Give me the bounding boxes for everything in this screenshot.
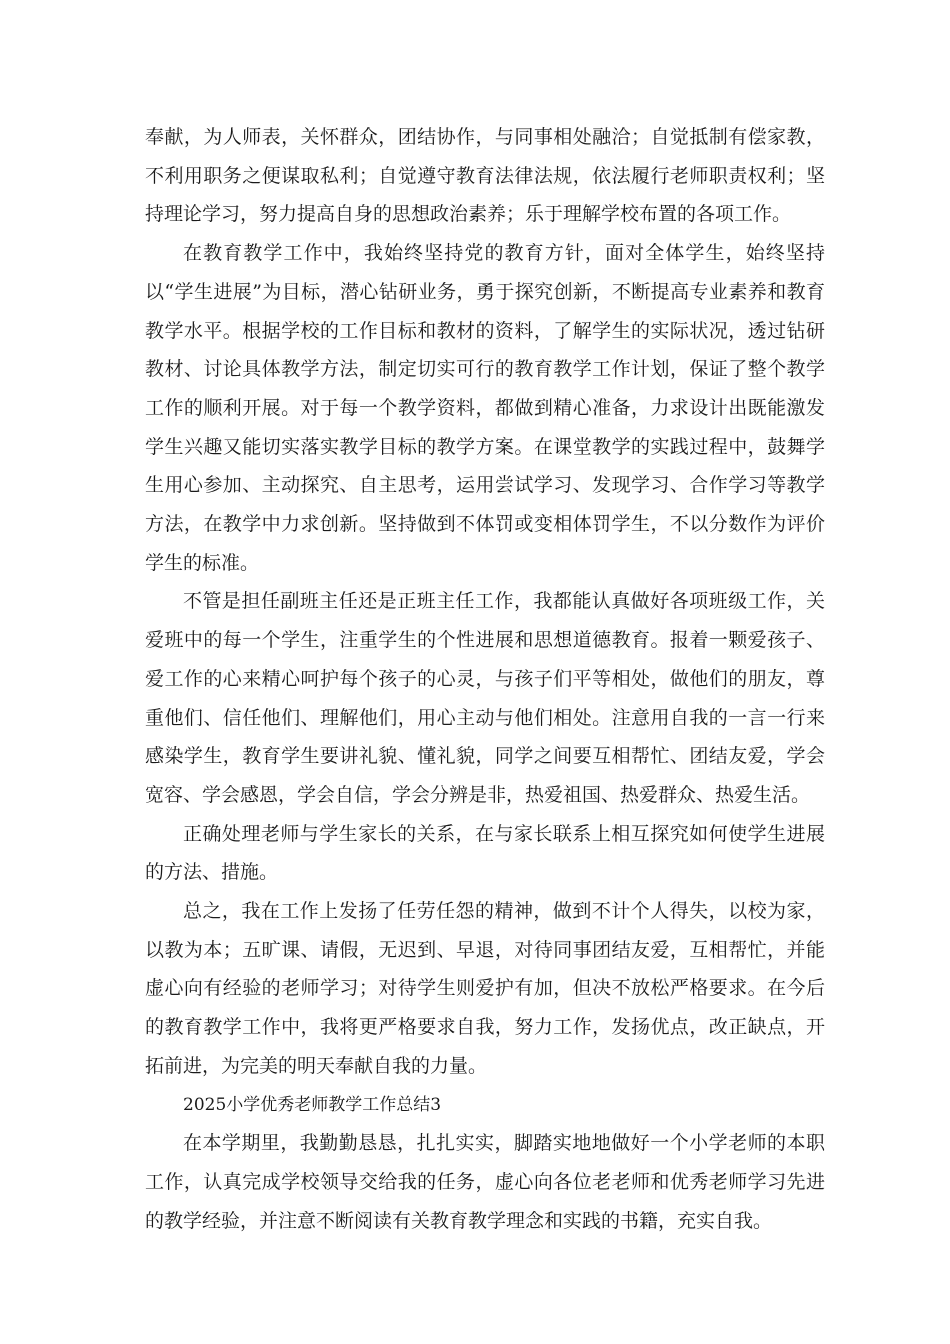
paragraph-parent-relations: 正确处理老师与学生家长的关系，在与家长联系上相互探究如何使学生进展的方法、措施。: [145, 822, 825, 884]
paragraph-summary: 总之，我在工作上发扬了任劳任怨的精神，做到不计个人得失，以校为家，以教为本；五旷课、请假，无迟到、早退，对待同事团结友爱，互相帮忙，并能虚心向有经验的老师学习；对待学生则爱护有加，但决不放松严格要求。在今后的教育教学工作中，我将更严格要求自我，努力工作，发扬优点，改正缺点，开拓前进，为完美的明天奉献自我的力量。: [145, 900, 825, 1077]
paragraph-class-management: 不管是担任副班主任还是正班主任工作，我都能认真做好各项班级工作，关爱班中的每一个学生，注重学生的个性进展和思想道德教育。报着一颗爱孩子、爱工作的心来精心呵护每个孩子的心灵，与孩子们平等相处，做他们的朋友，尊重他们、信任他们、理解他们，用心主动与他们相处。注意用自我的一言一行来感染学生，教育学生要讲礼貌、懂礼貌，同学之间要互相帮忙、团结友爱，学会宽容、学会感恩，学会自信，学会分辨是非，热爱祖国、热爱群众、热爱生活。: [145, 590, 825, 806]
document-body: [145, 118, 825, 1240]
paragraph-continuation: 奉献，为人师表，关怀群众，团结协作，与同事相处融洽；自觉抵制有偿家教，不利用职务之便谋取私利；自觉遵守教育法律法规，依法履行老师职责权利；坚持理论学习，努力提高自身的思想政治素养；乐于理解学校布置的各项工作。: [145, 126, 825, 226]
paragraph-semester-intro: 在本学期里，我勤勤恳恳，扎扎实实，脚踏实地地做好一个小学老师的本职工作，认真完成学校领导交给我的任务，虚心向各位老老师和优秀老师学习先进的教学经验，并注意不断阅读有关教育教学理念和实践的书籍，充实自我。: [145, 1132, 825, 1232]
paragraph-teaching-work: 在教育教学工作中，我始终坚持党的教育方针，面对全体学生，始终坚持以“学生进展”为目标，潜心钻研业务，勇于探究创新，不断提高专业素养和教育教学水平。根据学校的工作目标和教材的资料，了解学生的实际状况，透过钻研教材、讨论具体教学方法，制定切实可行的教育教学工作计划，保证了整个教学工作的顺利开展。对于每一个教学资料，都做到精心准备，力求设计出既能激发学生兴趣又能切实落实教学目标的教学方案。在课堂教学的实践过程中，鼓舞学生用心参加、主动探究、自主思考，运用尝试学习、发现学习、合作学习等教学方法，在教学中力求创新。坚持做到不体罚或变相体罚学生，不以分数作为评价学生的标准。: [145, 242, 825, 574]
section-heading: 2025小学优秀老师教学工作总结3: [183, 1094, 442, 1115]
